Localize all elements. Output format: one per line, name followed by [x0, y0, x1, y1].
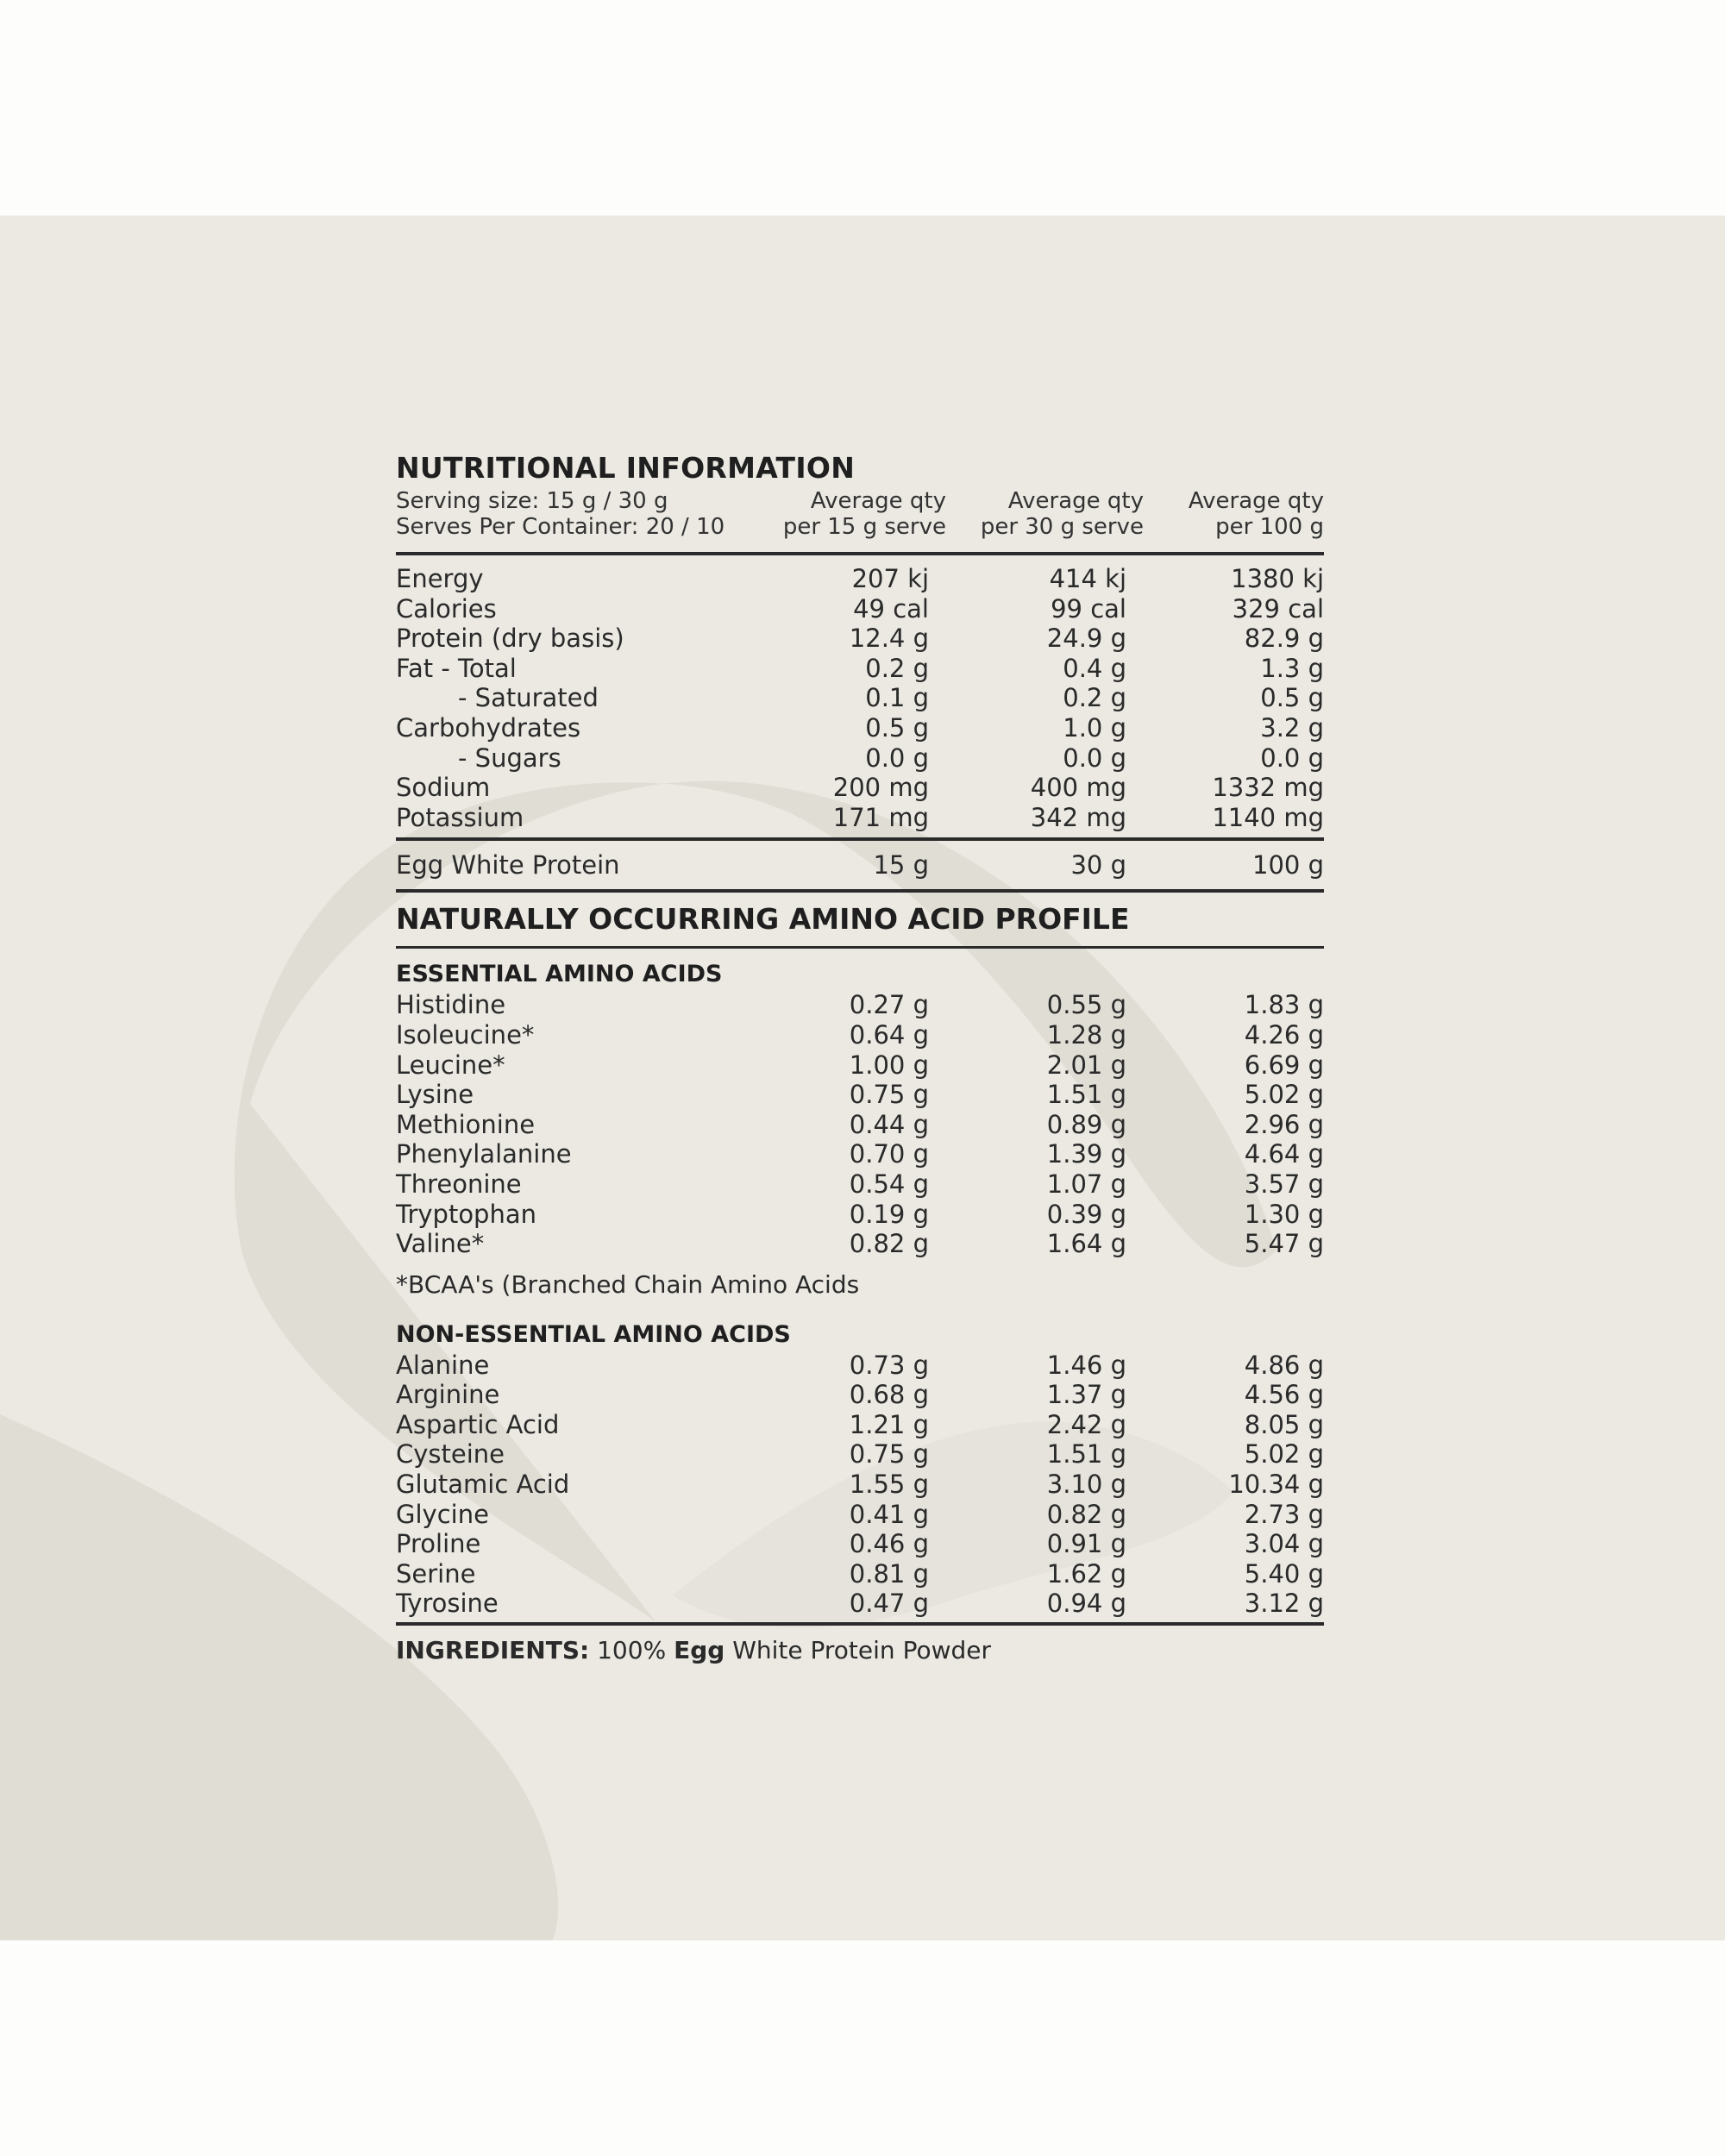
- row-value: 1.07 g: [1046, 1169, 1126, 1199]
- row-label: Histidine: [396, 990, 506, 1020]
- nonessential-amino-title: NON-ESSENTIAL AMINO ACIDS: [396, 1320, 791, 1348]
- row-value: 1.51 g: [1046, 1080, 1126, 1110]
- row-value: 10.34 g: [1228, 1470, 1324, 1500]
- ingredients-label: INGREDIENTS:: [396, 1636, 590, 1665]
- row-value: 2.73 g: [1244, 1499, 1324, 1529]
- row-value: 5.47 g: [1244, 1229, 1324, 1259]
- row-value: 1.21 g: [849, 1409, 929, 1439]
- serving-size: Serving size: 15 g / 30 g: [396, 488, 668, 514]
- row-value: 1332 mg: [1212, 773, 1324, 803]
- egg-white-protein-row: Egg White Protein 15 g 30 g 100 g: [396, 841, 1324, 893]
- row-value: 0.46 g: [849, 1529, 929, 1559]
- row-value: 0.4 g: [1063, 653, 1126, 683]
- row-value: 1380 kj: [1231, 564, 1324, 593]
- row-value: 1.46 g: [1046, 1350, 1126, 1380]
- row-value: 0.41 g: [849, 1499, 929, 1529]
- essential-amino-title: ESSENTIAL AMINO ACIDS: [396, 961, 723, 988]
- row-label: Tryptophan: [396, 1199, 536, 1229]
- row-label: Threonine: [396, 1169, 522, 1199]
- amino-acid-row: [396, 1439, 1324, 1470]
- row-value: 5.02 g: [1244, 1080, 1324, 1110]
- row-value: 342 mg: [1030, 802, 1126, 832]
- row-value: 3.57 g: [1244, 1169, 1324, 1199]
- amino-acid-row: [396, 1050, 1324, 1081]
- amino-acid-row: [396, 1559, 1324, 1589]
- row-value: 2.01 g: [1046, 1050, 1126, 1080]
- row-value: 0.68 g: [849, 1380, 929, 1410]
- row-value: 0.0 g: [1063, 743, 1126, 773]
- row-value: 329 cal: [1232, 593, 1324, 624]
- row-value: 171 mg: [832, 802, 929, 832]
- row-label: Protein (dry basis): [396, 624, 624, 654]
- row-label: Fat - Total: [396, 653, 517, 683]
- nutrition-row: [396, 743, 1324, 774]
- serving-info: [396, 488, 775, 540]
- row-value: 0.27 g: [849, 990, 929, 1020]
- row-value: 0.55 g: [1046, 990, 1126, 1020]
- nutrition-row: [396, 773, 1324, 803]
- row-value: 0.1 g: [865, 683, 929, 713]
- row-value: 1.55 g: [849, 1470, 929, 1500]
- row-label: Methionine: [396, 1109, 536, 1139]
- row-label: Phenylalanine: [396, 1139, 572, 1169]
- row-value: 0.54 g: [849, 1169, 929, 1199]
- nutrition-row: [396, 803, 1324, 833]
- row-value: 0.75 g: [849, 1080, 929, 1110]
- row-value: 0.75 g: [849, 1439, 929, 1470]
- row-value: 0.73 g: [849, 1350, 929, 1380]
- essential-amino-table: [396, 990, 1324, 1258]
- amino-acid-row: [396, 1380, 1324, 1410]
- row-value: 3.12 g: [1244, 1589, 1324, 1619]
- row-value: 0.82 g: [849, 1229, 929, 1259]
- row-value: 4.56 g: [1244, 1380, 1324, 1410]
- amino-acid-row: [396, 1229, 1324, 1259]
- row-value: 0.44 g: [849, 1109, 929, 1139]
- row-label: - Saturated: [458, 683, 599, 713]
- nutrition-row: [396, 564, 1324, 594]
- row-value: 0.39 g: [1046, 1199, 1126, 1229]
- row-value: 8.05 g: [1244, 1409, 1324, 1439]
- row-value: 24.9 g: [1046, 624, 1126, 654]
- amino-acid-row: [396, 1470, 1324, 1500]
- column-header-100g: Average qty per 100 g: [1188, 488, 1324, 540]
- row-value: 0.0 g: [1260, 743, 1324, 773]
- row-value: 0.81 g: [849, 1558, 929, 1589]
- ingredients: INGREDIENTS: 100% Egg White Protein Powder: [396, 1636, 991, 1665]
- row-label: - Sugars: [458, 743, 561, 773]
- row-value: 1.64 g: [1046, 1229, 1126, 1259]
- row-label: Valine*: [396, 1229, 485, 1259]
- amino-acid-row: [396, 1351, 1324, 1381]
- amino-acid-row: [396, 990, 1324, 1020]
- row-label: Isoleucine*: [396, 1019, 535, 1050]
- row-value: 0.47 g: [849, 1589, 929, 1619]
- row-value: 2.42 g: [1046, 1409, 1126, 1439]
- row-label: Aspartic Acid: [396, 1409, 560, 1439]
- row-label: Energy: [396, 564, 484, 593]
- amino-acid-row: [396, 1080, 1324, 1110]
- amino-acid-row: [396, 1589, 1324, 1619]
- nutrition-row: [396, 654, 1324, 684]
- amino-acid-profile-title: NATURALLY OCCURRING AMINO ACID PROFILE: [396, 893, 1324, 949]
- row-value: 12.4 g: [849, 624, 929, 654]
- row-value: 4.64 g: [1244, 1139, 1324, 1169]
- row-label: Sodium: [396, 773, 491, 803]
- row-value: 1.62 g: [1046, 1558, 1126, 1589]
- row-value: 1140 mg: [1212, 802, 1324, 832]
- nutrition-row: [396, 683, 1324, 713]
- nutrition-title: NUTRITIONAL INFORMATION: [396, 451, 856, 485]
- row-value: 1.30 g: [1244, 1199, 1324, 1229]
- nutrition-row: [396, 713, 1324, 743]
- amino-acid-row: [396, 1410, 1324, 1440]
- amino-acid-row: [396, 1139, 1324, 1169]
- row-value: 0.82 g: [1046, 1499, 1126, 1529]
- row-value: 0.5 g: [1260, 683, 1324, 713]
- amino-acid-row: [396, 1020, 1324, 1050]
- row-value: 1.51 g: [1046, 1439, 1126, 1470]
- amino-acid-row: [396, 1169, 1324, 1200]
- row-value: 0.91 g: [1046, 1529, 1126, 1559]
- column-header-30g: Average qty per 30 g serve: [980, 488, 1144, 540]
- row-value: 1.3 g: [1260, 653, 1324, 683]
- amino-acid-row: [396, 1529, 1324, 1559]
- bcaa-footnote: *BCAA's (Branched Chain Amino Acids: [396, 1269, 860, 1299]
- row-value: 0.0 g: [865, 743, 929, 773]
- row-label: Lysine: [396, 1080, 474, 1110]
- serving-header: [396, 488, 1324, 555]
- row-value: 0.2 g: [1063, 683, 1126, 713]
- nutrition-label: [396, 448, 1324, 1665]
- nonessential-amino-table: [396, 1351, 1324, 1626]
- row-label: Potassium: [396, 802, 524, 832]
- column-header-15g: Average qty per 15 g serve: [782, 488, 946, 540]
- row-value: 82.9 g: [1244, 624, 1324, 654]
- row-label: Arginine: [396, 1380, 500, 1410]
- row-value: 1.83 g: [1244, 990, 1324, 1020]
- row-value: 2.96 g: [1244, 1109, 1324, 1139]
- nutrition-table: [396, 555, 1324, 841]
- row-value: 414 kj: [1049, 564, 1126, 593]
- row-value: 1.28 g: [1046, 1019, 1126, 1050]
- row-value: 5.02 g: [1244, 1439, 1324, 1470]
- amino-acid-row: [396, 1500, 1324, 1530]
- row-value: 200 mg: [832, 773, 929, 803]
- row-label: Glycine: [396, 1499, 489, 1529]
- nutrition-row: [396, 624, 1324, 654]
- row-value: 1.39 g: [1046, 1139, 1126, 1169]
- row-value: 0.5 g: [865, 712, 929, 743]
- row-label: Calories: [396, 593, 497, 624]
- row-label: Serine: [396, 1558, 476, 1589]
- row-value: 0.64 g: [849, 1019, 929, 1050]
- row-label: Tyrosine: [396, 1589, 499, 1619]
- amino-acid-row: [396, 1200, 1324, 1230]
- row-value: 3.2 g: [1260, 712, 1324, 743]
- row-value: 0.19 g: [849, 1199, 929, 1229]
- amino-acid-row: [396, 1110, 1324, 1140]
- row-label: Carbohydrates: [396, 712, 581, 743]
- row-label: Glutamic Acid: [396, 1470, 570, 1500]
- row-value: 5.40 g: [1244, 1558, 1324, 1589]
- serves-per-container: Serves Per Container: 20 / 10: [396, 514, 725, 540]
- row-value: 6.69 g: [1244, 1050, 1324, 1080]
- row-value: 3.10 g: [1046, 1470, 1126, 1500]
- row-value: 49 cal: [853, 593, 929, 624]
- row-label: Alanine: [396, 1350, 490, 1380]
- row-value: 1.00 g: [849, 1050, 929, 1080]
- row-value: 4.26 g: [1244, 1019, 1324, 1050]
- row-value: 4.86 g: [1244, 1350, 1324, 1380]
- row-value: 207 kj: [851, 564, 929, 593]
- row-label: Proline: [396, 1529, 481, 1559]
- row-value: 1.37 g: [1046, 1380, 1126, 1410]
- nutrition-row: [396, 594, 1324, 624]
- row-value: 0.2 g: [865, 653, 929, 683]
- row-value: 1.0 g: [1063, 712, 1126, 743]
- row-value: 400 mg: [1030, 773, 1126, 803]
- row-value: 3.04 g: [1244, 1529, 1324, 1559]
- row-value: 0.94 g: [1046, 1589, 1126, 1619]
- row-value: 0.89 g: [1046, 1109, 1126, 1139]
- row-label: Cysteine: [396, 1439, 505, 1470]
- row-value: 0.70 g: [849, 1139, 929, 1169]
- row-value: 99 cal: [1051, 593, 1126, 624]
- row-label: Leucine*: [396, 1050, 505, 1080]
